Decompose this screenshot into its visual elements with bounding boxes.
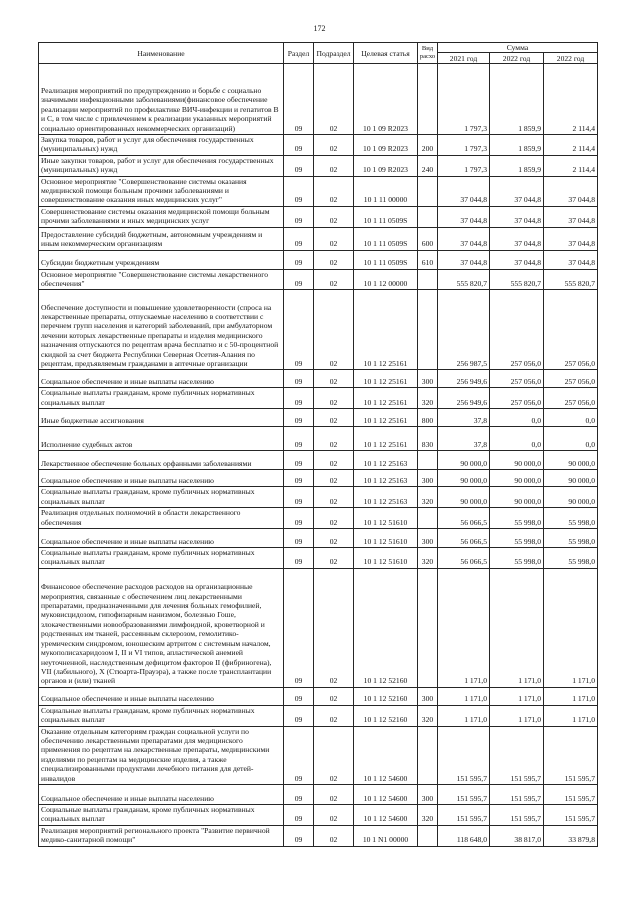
item-name: Социальные выплаты гражданам, кроме публичных нормативных социальных выплат bbox=[39, 705, 284, 726]
item-name: Основное мероприятие "Совершенствование системы лекарственного обеспечения" bbox=[39, 269, 284, 290]
amount-2022: 151 595,7 bbox=[490, 726, 544, 784]
expense-type-code bbox=[418, 451, 438, 470]
expense-type-code: 800 bbox=[418, 409, 438, 427]
subsection-code: 02 bbox=[314, 409, 354, 427]
item-name: Закупка товаров, работ и услуг для обеспечения государственных (муниципальных) нужд bbox=[39, 135, 284, 156]
section-code: 09 bbox=[284, 250, 314, 269]
expense-type-code: 600 bbox=[418, 227, 438, 250]
subsection-code: 02 bbox=[314, 470, 354, 487]
amount-2022: 90 000,0 bbox=[490, 487, 544, 508]
target-article-code: 10 1 12 52160 bbox=[354, 687, 418, 705]
amount-2022-b: 1 171,0 bbox=[544, 687, 598, 705]
expense-type-code: 240 bbox=[418, 155, 438, 176]
item-name: Предоставление субсидий бюджетным, автономным учреждениям и иным некоммерческим организациям bbox=[39, 227, 284, 250]
amount-2022-b: 90 000,0 bbox=[544, 470, 598, 487]
subsection-code: 02 bbox=[314, 568, 354, 687]
amount-2022: 90 000,0 bbox=[490, 451, 544, 470]
amount-2022: 37 044,8 bbox=[490, 227, 544, 250]
expense-type-code bbox=[418, 290, 438, 370]
table-row bbox=[39, 470, 598, 487]
amount-2021: 37 044,8 bbox=[438, 250, 490, 269]
table-row bbox=[39, 155, 598, 176]
expense-type-code bbox=[418, 206, 438, 227]
subsection-code: 02 bbox=[314, 290, 354, 370]
header-expense-type-line1: Вид bbox=[421, 45, 434, 52]
item-name: Реализация отдельных полномочий в области лекарственного обеспечения bbox=[39, 508, 284, 529]
amount-2022-b: 2 114,4 bbox=[544, 135, 598, 156]
amount-2022: 1 859,9 bbox=[490, 64, 544, 135]
section-code: 09 bbox=[284, 155, 314, 176]
amount-2022-b: 151 595,7 bbox=[544, 784, 598, 804]
amount-2022: 1 171,0 bbox=[490, 687, 544, 705]
item-name: Иные закупки товаров, работ и услуг для обеспечения государственных (муниципальных) нужд bbox=[39, 155, 284, 176]
subsection-code: 02 bbox=[314, 487, 354, 508]
expense-type-code: 300 bbox=[418, 528, 438, 547]
table-row bbox=[39, 250, 598, 269]
target-article-code: 10 1 12 25161 bbox=[354, 388, 418, 409]
subsection-code: 02 bbox=[314, 155, 354, 176]
target-article-code: 10 1 12 25161 bbox=[354, 370, 418, 388]
table-row bbox=[39, 825, 598, 846]
table-header-row bbox=[39, 43, 598, 53]
target-article-code: 10 1 12 25163 bbox=[354, 470, 418, 487]
section-code: 09 bbox=[284, 726, 314, 784]
expense-type-code: 320 bbox=[418, 547, 438, 568]
expense-type-code: 320 bbox=[418, 487, 438, 508]
section-code: 09 bbox=[284, 64, 314, 135]
amount-2021: 1 797,3 bbox=[438, 135, 490, 156]
amount-2021: 256 949,6 bbox=[438, 388, 490, 409]
table-row bbox=[39, 370, 598, 388]
amount-2022-b: 151 595,7 bbox=[544, 726, 598, 784]
amount-2022: 1 859,9 bbox=[490, 135, 544, 156]
item-name: Социальное обеспечение и иные выплаты населению bbox=[39, 370, 284, 388]
expense-type-code: 300 bbox=[418, 687, 438, 705]
section-code: 09 bbox=[284, 804, 314, 825]
expense-type-code bbox=[418, 568, 438, 687]
expense-type-code bbox=[418, 726, 438, 784]
expense-type-code bbox=[418, 508, 438, 529]
section-code: 09 bbox=[284, 290, 314, 370]
table-row bbox=[39, 547, 598, 568]
amount-2022-b: 33 879,8 bbox=[544, 825, 598, 846]
amount-2022: 37 044,8 bbox=[490, 206, 544, 227]
amount-2021: 37,8 bbox=[438, 427, 490, 451]
section-code: 09 bbox=[284, 451, 314, 470]
item-name: Социальные выплаты гражданам, кроме публичных нормативных социальных выплат bbox=[39, 547, 284, 568]
table-row bbox=[39, 427, 598, 451]
amount-2021: 1 797,3 bbox=[438, 64, 490, 135]
amount-2022-b: 55 998,0 bbox=[544, 508, 598, 529]
target-article-code: 10 1 11 00000 bbox=[354, 176, 418, 206]
item-name: Социальное обеспечение и иные выплаты населению bbox=[39, 687, 284, 705]
table-row bbox=[39, 726, 598, 784]
section-code: 09 bbox=[284, 687, 314, 705]
subsection-code: 02 bbox=[314, 250, 354, 269]
amount-2022: 1 171,0 bbox=[490, 705, 544, 726]
target-article-code: 10 1 12 52160 bbox=[354, 705, 418, 726]
expense-type-code bbox=[418, 269, 438, 290]
amount-2022-b: 90 000,0 bbox=[544, 487, 598, 508]
amount-2021: 256 949,6 bbox=[438, 370, 490, 388]
amount-2021: 90 000,0 bbox=[438, 451, 490, 470]
amount-2022: 555 820,7 bbox=[490, 269, 544, 290]
amount-2022: 1 859,9 bbox=[490, 155, 544, 176]
section-code: 09 bbox=[284, 528, 314, 547]
amount-2022: 38 817,0 bbox=[490, 825, 544, 846]
subsection-code: 02 bbox=[314, 427, 354, 451]
header-expense-type-line2: расхо bbox=[419, 53, 436, 60]
table-row bbox=[39, 388, 598, 409]
target-article-code: 10 1 12 54600 bbox=[354, 784, 418, 804]
target-article-code: 10 1 12 54600 bbox=[354, 804, 418, 825]
amount-2021: 118 648,0 bbox=[438, 825, 490, 846]
amount-2021: 256 987,5 bbox=[438, 290, 490, 370]
amount-2022-b: 257 056,0 bbox=[544, 388, 598, 409]
table-row bbox=[39, 568, 598, 687]
amount-2022: 37 044,8 bbox=[490, 250, 544, 269]
table-row bbox=[39, 784, 598, 804]
target-article-code: 10 1 12 51610 bbox=[354, 508, 418, 529]
subsection-code: 02 bbox=[314, 547, 354, 568]
section-code: 09 bbox=[284, 176, 314, 206]
item-name: Финансовое обеспечение расходов расходов на организационные мероприятия, связанные с обеспечением лиц лекарственными препаратами, предназначенными для лечения больных гемофилией, муковисцидозом, гипофизарным нанизмом, болезнью Гоше, злокачественными новообразованиями лимфоидной, кроветворной и родственных им тканей, рассеянным склерозом, гемолитико-уремическим синдромом, юношеским артритом с системным началом, мукополисахаридозом I, II и VI типов, апластической анемией неуточненной, наследственным дефицитом факторов II (фибриногена), VII (лабильного), X (Стюарта-Прауэра), а также после трансплантации органов и (или) тканей bbox=[39, 568, 284, 687]
item-name: Субсидии бюджетным учреждениям bbox=[39, 250, 284, 269]
target-article-code: 10 1 12 51610 bbox=[354, 547, 418, 568]
target-article-code: 10 1 12 00000 bbox=[354, 269, 418, 290]
amount-2022-b: 151 595,7 bbox=[544, 804, 598, 825]
target-article-code: 10 1 N1 00000 bbox=[354, 825, 418, 846]
item-name: Социальные выплаты гражданам, кроме публичных нормативных социальных выплат bbox=[39, 388, 284, 409]
amount-2022-b: 257 056,0 bbox=[544, 290, 598, 370]
target-article-code: 10 1 12 25163 bbox=[354, 487, 418, 508]
amount-2022-b: 37 044,8 bbox=[544, 176, 598, 206]
amount-2022-b: 0,0 bbox=[544, 409, 598, 427]
table-row bbox=[39, 64, 598, 135]
subsection-code: 02 bbox=[314, 388, 354, 409]
expense-type-code: 300 bbox=[418, 470, 438, 487]
amount-2022: 1 171,0 bbox=[490, 568, 544, 687]
amount-2022-b: 2 114,4 bbox=[544, 64, 598, 135]
amount-2021: 37 044,8 bbox=[438, 176, 490, 206]
subsection-code: 02 bbox=[314, 269, 354, 290]
header-year-2022-b: 2022 год bbox=[544, 53, 598, 64]
target-article-code: 10 1 12 25161 bbox=[354, 290, 418, 370]
header-subsection: Подраздел bbox=[314, 43, 354, 64]
amount-2021: 1 171,0 bbox=[438, 705, 490, 726]
target-article-code: 10 1 12 51610 bbox=[354, 528, 418, 547]
subsection-code: 02 bbox=[314, 784, 354, 804]
target-article-code: 10 1 12 52160 bbox=[354, 568, 418, 687]
table-row bbox=[39, 528, 598, 547]
table-row bbox=[39, 487, 598, 508]
subsection-code: 02 bbox=[314, 206, 354, 227]
amount-2022: 55 998,0 bbox=[490, 547, 544, 568]
section-code: 09 bbox=[284, 388, 314, 409]
item-name: Лекарственное обеспечение больных орфанными заболеваниями bbox=[39, 451, 284, 470]
subsection-code: 02 bbox=[314, 370, 354, 388]
amount-2022: 151 595,7 bbox=[490, 804, 544, 825]
amount-2022-b: 257 056,0 bbox=[544, 370, 598, 388]
target-article-code: 10 1 12 25161 bbox=[354, 409, 418, 427]
header-expense-type bbox=[418, 43, 438, 64]
subsection-code: 02 bbox=[314, 135, 354, 156]
amount-2022-b: 37 044,8 bbox=[544, 227, 598, 250]
section-code: 09 bbox=[284, 470, 314, 487]
amount-2022-b: 55 998,0 bbox=[544, 547, 598, 568]
amount-2022-b: 90 000,0 bbox=[544, 451, 598, 470]
amount-2022: 257 056,0 bbox=[490, 388, 544, 409]
item-name: Основное мероприятие "Совершенствование системы оказания медицинской помощи больным прочими заболеваниями и совершенствование оказания иных медицинских услуг" bbox=[39, 176, 284, 206]
section-code: 09 bbox=[284, 227, 314, 250]
header-sum: Сумма bbox=[438, 43, 598, 53]
target-article-code: 10 1 09 R2023 bbox=[354, 64, 418, 135]
item-name: Исполнение судебных актов bbox=[39, 427, 284, 451]
amount-2022: 90 000,0 bbox=[490, 470, 544, 487]
item-name: Социальные выплаты гражданам, кроме публичных нормативных социальных выплат bbox=[39, 487, 284, 508]
amount-2022-b: 55 998,0 bbox=[544, 528, 598, 547]
amount-2022: 37 044,8 bbox=[490, 176, 544, 206]
amount-2022: 0,0 bbox=[490, 409, 544, 427]
section-code: 09 bbox=[284, 784, 314, 804]
expense-type-code: 320 bbox=[418, 705, 438, 726]
target-article-code: 10 1 11 0509S bbox=[354, 206, 418, 227]
budget-table bbox=[38, 42, 598, 847]
item-name: Совершенствование системы оказания медицинской помощи больным прочими заболеваниями и иных медицинских услуг bbox=[39, 206, 284, 227]
target-article-code: 10 1 09 R2023 bbox=[354, 135, 418, 156]
page-number: 172 bbox=[313, 24, 326, 33]
amount-2021: 1 171,0 bbox=[438, 568, 490, 687]
subsection-code: 02 bbox=[314, 176, 354, 206]
section-code: 09 bbox=[284, 568, 314, 687]
amount-2022: 151 595,7 bbox=[490, 784, 544, 804]
subsection-code: 02 bbox=[314, 825, 354, 846]
item-name: Иные бюджетные ассигнования bbox=[39, 409, 284, 427]
subsection-code: 02 bbox=[314, 528, 354, 547]
table-row bbox=[39, 290, 598, 370]
expense-type-code: 300 bbox=[418, 784, 438, 804]
amount-2022: 257 056,0 bbox=[490, 370, 544, 388]
section-code: 09 bbox=[284, 135, 314, 156]
item-name: Оказание отдельным категориям граждан социальной услуги по обеспечению лекарственными препаратами для медицинского применения по рецептам на лекарственные препараты, медицинскими изделиями по рецептам на медицинские изделия, а также специализированными продуктами лечебного питания для детей-инвалидов bbox=[39, 726, 284, 784]
table-row bbox=[39, 451, 598, 470]
amount-2021: 1 797,3 bbox=[438, 155, 490, 176]
table-row bbox=[39, 269, 598, 290]
table-row bbox=[39, 227, 598, 250]
subsection-code: 02 bbox=[314, 227, 354, 250]
amount-2022-b: 37 044,8 bbox=[544, 206, 598, 227]
section-code: 09 bbox=[284, 206, 314, 227]
subsection-code: 02 bbox=[314, 804, 354, 825]
amount-2021: 37 044,8 bbox=[438, 227, 490, 250]
expense-type-code bbox=[418, 64, 438, 135]
table-row bbox=[39, 705, 598, 726]
subsection-code: 02 bbox=[314, 508, 354, 529]
amount-2022: 257 056,0 bbox=[490, 290, 544, 370]
amount-2022-b: 0,0 bbox=[544, 427, 598, 451]
table-row bbox=[39, 176, 598, 206]
section-code: 09 bbox=[284, 825, 314, 846]
amount-2022-b: 37 044,8 bbox=[544, 250, 598, 269]
item-name: Социальные выплаты гражданам, кроме публичных нормативных социальных выплат bbox=[39, 804, 284, 825]
expense-type-code: 300 bbox=[418, 370, 438, 388]
table-row bbox=[39, 804, 598, 825]
section-code: 09 bbox=[284, 409, 314, 427]
subsection-code: 02 bbox=[314, 451, 354, 470]
item-name: Социальное обеспечение и иные выплаты населению bbox=[39, 528, 284, 547]
subsection-code: 02 bbox=[314, 726, 354, 784]
amount-2022-b: 2 114,4 bbox=[544, 155, 598, 176]
amount-2021: 151 595,7 bbox=[438, 784, 490, 804]
section-code: 09 bbox=[284, 547, 314, 568]
amount-2021: 90 000,0 bbox=[438, 470, 490, 487]
amount-2022: 0,0 bbox=[490, 427, 544, 451]
expense-type-code bbox=[418, 176, 438, 206]
amount-2021: 151 595,7 bbox=[438, 726, 490, 784]
expense-type-code: 830 bbox=[418, 427, 438, 451]
target-article-code: 10 1 09 R2023 bbox=[354, 155, 418, 176]
item-name: Реализация мероприятий по предупреждению и борьбе с социально значимыми инфекционными заболеваниями(финансовое обеспечение реализации мероприятий по профилактике ВИЧ-инфекции и гепатитов B и C, в том числе с привлечением к реализации указанных мероприятий социально ориентированных некоммерческих организаций) bbox=[39, 64, 284, 135]
header-year-2021: 2021 год bbox=[438, 53, 490, 64]
amount-2021: 151 595,7 bbox=[438, 804, 490, 825]
expense-type-code: 610 bbox=[418, 250, 438, 269]
target-article-code: 10 1 11 0509S bbox=[354, 227, 418, 250]
item-name: Социальное обеспечение и иные выплаты населению bbox=[39, 784, 284, 804]
amount-2021: 555 820,7 bbox=[438, 269, 490, 290]
section-code: 09 bbox=[284, 427, 314, 451]
header-target-article: Целевая статья bbox=[354, 43, 418, 64]
item-name: Обеспечение доступности и повышение удовлетворенности (спроса на лекарственные препараты, отпускаемые населению в соответствии с перечнем групп населения и категорий заболеваний, при амбулаторном лечении которых лекарственные препараты и изделия медицинского назначения отпускаются по рецептам врача бесплатно и с 50-процентной скидкой за счет бюджета Республики Северная Осетия-Алания по рецептам, предъявляемым гражданами в аптечные организации bbox=[39, 290, 284, 370]
expense-type-code: 200 bbox=[418, 135, 438, 156]
amount-2021: 37,8 bbox=[438, 409, 490, 427]
item-name: Социальное обеспечение и иные выплаты населению bbox=[39, 470, 284, 487]
header-section: Раздел bbox=[284, 43, 314, 64]
table-row bbox=[39, 508, 598, 529]
header-name: Наименование bbox=[39, 43, 284, 64]
amount-2022-b: 1 171,0 bbox=[544, 705, 598, 726]
target-article-code: 10 1 12 25163 bbox=[354, 451, 418, 470]
amount-2022-b: 1 171,0 bbox=[544, 568, 598, 687]
amount-2021: 56 066,5 bbox=[438, 508, 490, 529]
section-code: 09 bbox=[284, 269, 314, 290]
expense-type-code: 320 bbox=[418, 804, 438, 825]
expense-type-code: 320 bbox=[418, 388, 438, 409]
header-year-2022: 2022 год bbox=[490, 53, 544, 64]
table-row bbox=[39, 409, 598, 427]
section-code: 09 bbox=[284, 370, 314, 388]
table-row bbox=[39, 135, 598, 156]
amount-2022: 55 998,0 bbox=[490, 528, 544, 547]
section-code: 09 bbox=[284, 487, 314, 508]
target-article-code: 10 1 11 0509S bbox=[354, 250, 418, 269]
subsection-code: 02 bbox=[314, 687, 354, 705]
section-code: 09 bbox=[284, 508, 314, 529]
target-article-code: 10 1 12 25161 bbox=[354, 427, 418, 451]
amount-2022-b: 555 820,7 bbox=[544, 269, 598, 290]
amount-2022: 55 998,0 bbox=[490, 508, 544, 529]
table-row bbox=[39, 206, 598, 227]
section-code: 09 bbox=[284, 705, 314, 726]
subsection-code: 02 bbox=[314, 705, 354, 726]
amount-2021: 56 066,5 bbox=[438, 547, 490, 568]
table-row bbox=[39, 687, 598, 705]
item-name: Реализация мероприятий регионального проекта "Развитие первичной медико-санитарной помощи" bbox=[39, 825, 284, 846]
amount-2021: 1 171,0 bbox=[438, 687, 490, 705]
amount-2021: 90 000,0 bbox=[438, 487, 490, 508]
amount-2021: 56 066,5 bbox=[438, 528, 490, 547]
target-article-code: 10 1 12 54600 bbox=[354, 726, 418, 784]
amount-2021: 37 044,8 bbox=[438, 206, 490, 227]
subsection-code: 02 bbox=[314, 64, 354, 135]
expense-type-code bbox=[418, 825, 438, 846]
